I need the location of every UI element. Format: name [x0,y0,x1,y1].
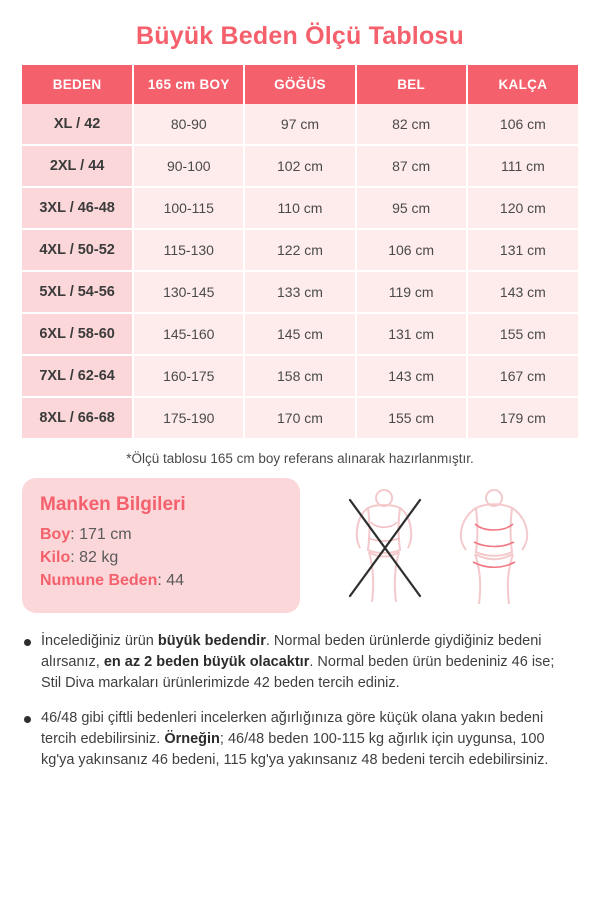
cell-kalca: 143 cm [467,271,578,313]
table-row [22,313,578,355]
table-footnote: *Ölçü tablosu 165 cm boy referans alınarak hazırlanmıştır. [126,451,474,466]
cross-mark-icon [350,500,420,596]
note-item [22,631,578,694]
cell-kalca: 167 cm [467,355,578,397]
cell-size: 8XL / 66-68 [22,397,133,438]
cell-boy: 145-160 [133,313,244,355]
cell-kalca: 179 cm [467,397,578,438]
body-figures [300,478,578,613]
size-guide-page [0,22,600,922]
model-info-card [22,478,300,613]
cell-size: 6XL / 58-60 [22,313,133,355]
model-weight-value: : 82 kg [70,549,119,566]
cell-gogus: 133 cm [244,271,355,313]
cell-bel: 82 cm [356,104,467,145]
model-info-heading: Manken Bilgileri [40,494,186,515]
model-info-section [22,478,578,613]
table-row [22,397,578,438]
table-body [22,104,578,438]
column-header-beden: BEDEN [22,65,133,104]
note-text-2: 46/48 gibi çiftli bedenleri incelerken ağırlığınıza göre küçük olana yakın bedeni tercih edebilirsiniz. Örneğin; 46/48 beden 100-115 kg ağırlık için uygunsa, 100 kg'ya yakınsanız 46 bedeni, 115 kg'ya yakınsanız 48 bedeni tercih edebilirsiniz. [41,710,549,769]
cell-boy: 80-90 [133,104,244,145]
cell-boy: 90-100 [133,145,244,187]
cell-gogus: 102 cm [244,145,355,187]
size-table [22,65,578,438]
cell-bel: 143 cm [356,355,467,397]
table-head [22,65,578,104]
note-item [22,708,578,771]
table-row [22,187,578,229]
cell-boy: 100-115 [133,187,244,229]
cell-bel: 119 cm [356,271,467,313]
cell-kalca: 131 cm [467,229,578,271]
cell-boy: 130-145 [133,271,244,313]
model-weight-label: Kilo [40,549,71,566]
cell-bel: 95 cm [356,187,467,229]
model-weight-row [40,549,282,567]
cell-gogus: 145 cm [244,313,355,355]
column-header-gogus: GÖĞÜS [244,65,355,104]
table-row [22,229,578,271]
cell-gogus: 97 cm [244,104,355,145]
cell-gogus: 110 cm [244,187,355,229]
table-header-row [22,65,578,104]
cell-kalca: 120 cm [467,187,578,229]
cell-kalca: 111 cm [467,145,578,187]
model-height-row [40,526,282,544]
bullet-icon [24,716,31,723]
model-sample-size-value: : 44 [157,572,185,589]
page-title: Büyük Beden Ölçü Tablosu [136,22,464,50]
column-header-bel: BEL [356,65,467,104]
bullet-icon [24,639,31,646]
cell-bel: 87 cm [356,145,467,187]
cell-kalca: 155 cm [467,313,578,355]
model-height-value: : 171 cm [70,526,132,543]
table-row [22,145,578,187]
model-sample-size-label: Numune Beden [40,572,158,589]
cell-boy: 160-175 [133,355,244,397]
column-header-kalca: KALÇA [467,65,578,104]
cell-boy: 115-130 [133,229,244,271]
crossed-out-body-figure-icon [338,482,430,610]
cell-gogus: 158 cm [244,355,355,397]
cell-gogus: 122 cm [244,229,355,271]
cell-gogus: 170 cm [244,397,355,438]
cell-size: 3XL / 46-48 [22,187,133,229]
measured-body-figure-icon [448,482,540,610]
cell-bel: 131 cm [356,313,467,355]
notes-list [22,631,578,771]
cell-size: 2XL / 44 [22,145,133,187]
column-header-boy: 165 cm BOY [133,65,244,104]
note-text-1: İncelediğiniz ürün büyük bedendir. Normal beden ürünlerde giydiğiniz bedeni alırsanız, en az 2 beden büyük olacaktır. Normal beden ürün bedeniniz 46 ise; Stil Diva markaları ürünlerimizde 42 beden tercih ediniz. [41,633,555,692]
cell-size: 5XL / 54-56 [22,271,133,313]
cell-kalca: 106 cm [467,104,578,145]
table-row [22,271,578,313]
table-row [22,355,578,397]
cell-size: 7XL / 62-64 [22,355,133,397]
cell-boy: 175-190 [133,397,244,438]
model-height-label: Boy [40,526,71,543]
table-row [22,104,578,145]
cell-bel: 106 cm [356,229,467,271]
cell-size: 4XL / 50-52 [22,229,133,271]
cell-bel: 155 cm [356,397,467,438]
cell-size: XL / 42 [22,104,133,145]
model-sample-size-row [40,572,282,590]
